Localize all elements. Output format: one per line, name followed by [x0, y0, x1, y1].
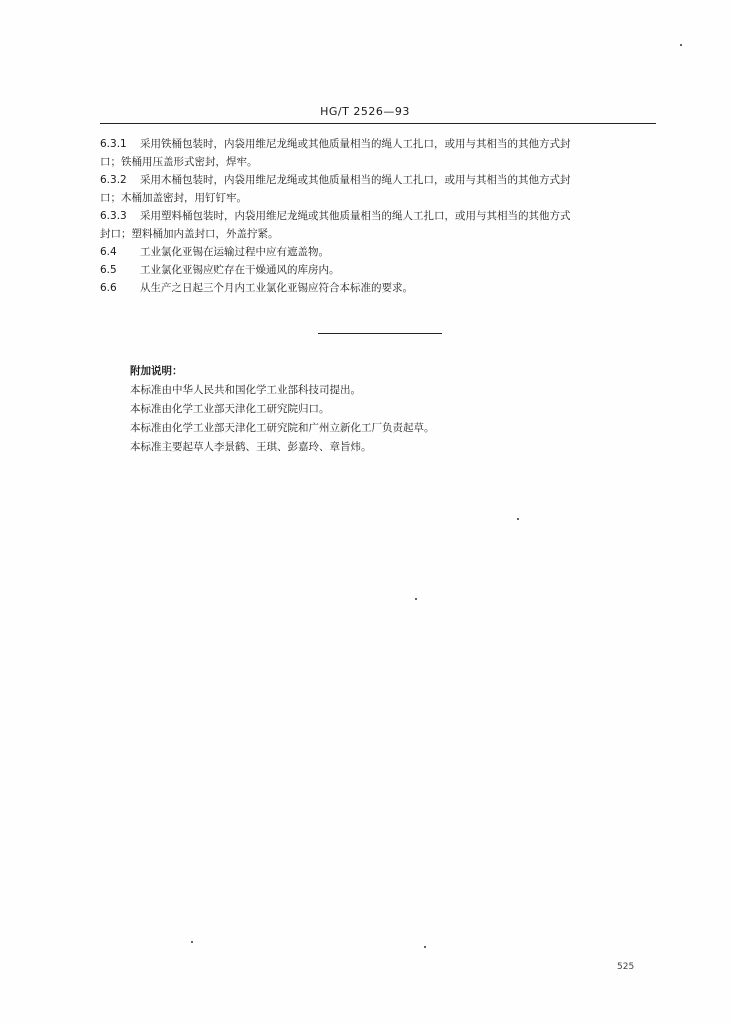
clause-number: 6.6	[100, 282, 117, 294]
clause-6-3-3	[100, 207, 660, 225]
clause-text: 采用木桶包装时，内袋用维尼龙绳或其他质量相当的绳人工扎口，或用与其相当的其他方式封	[140, 174, 571, 186]
page-number: 525	[617, 962, 635, 972]
clause-text: 采用铁桶包装时，内袋用维尼龙绳或其他质量相当的绳人工扎口，或用与其相当的其他方式封	[140, 138, 571, 150]
clause-continuation: 口；木桶加盖密封，用钉钉牢。	[100, 192, 247, 204]
section-divider	[318, 333, 442, 334]
notes-line: 本标准主要起草人李景鹤、王琪、彭嘉玲、章旨炜。	[130, 441, 372, 453]
scan-speck	[517, 518, 519, 520]
clause-number: 6.3.1	[100, 138, 127, 150]
clause-text: 采用塑料桶包装时，内袋用维尼龙绳或其他质量相当的绳人工扎口，或用与其相当的其他方式	[140, 210, 571, 222]
notes-line: 本标准由化学工业部天津化工研究院和广州立新化工厂负责起草。	[130, 422, 435, 434]
scan-speck	[680, 44, 682, 46]
clause-6-3-1	[100, 135, 660, 153]
notes-title: 附加说明：	[130, 365, 183, 377]
clause-number: 6.3.3	[100, 210, 127, 222]
clause-number: 6.5	[100, 264, 117, 276]
clause-continuation: 口；铁桶用压盖形式密封，焊牢。	[100, 156, 258, 168]
scan-speck	[424, 946, 426, 948]
clause-continuation: 封口；塑料桶加内盖封口，外盖拧紧。	[100, 228, 279, 240]
clauses-section	[100, 135, 660, 297]
scan-speck	[415, 598, 417, 600]
standard-code-header: HG/T 2526—93	[320, 105, 410, 118]
clause-number: 6.3.2	[100, 174, 127, 186]
notes-line: 本标准由化学工业部天津化工研究院归口。	[130, 403, 330, 415]
clause-text: 从生产之日起三个月内工业氯化亚锡应符合本标准的要求。	[140, 282, 413, 294]
header-rule	[100, 123, 656, 124]
additional-notes	[130, 362, 610, 457]
clause-text: 工业氯化亚锡在运输过程中应有遮盖物。	[140, 246, 329, 258]
notes-line: 本标准由中华人民共和国化学工业部科技司提出。	[130, 384, 361, 396]
clause-text: 工业氯化亚锡应贮存在干燥通风的库房内。	[140, 264, 340, 276]
clause-6-4	[100, 243, 660, 261]
clause-6-3-2	[100, 171, 660, 189]
clause-number: 6.4	[100, 246, 117, 258]
clause-6-5	[100, 261, 660, 279]
clause-6-6	[100, 279, 660, 297]
scan-speck	[191, 941, 193, 943]
